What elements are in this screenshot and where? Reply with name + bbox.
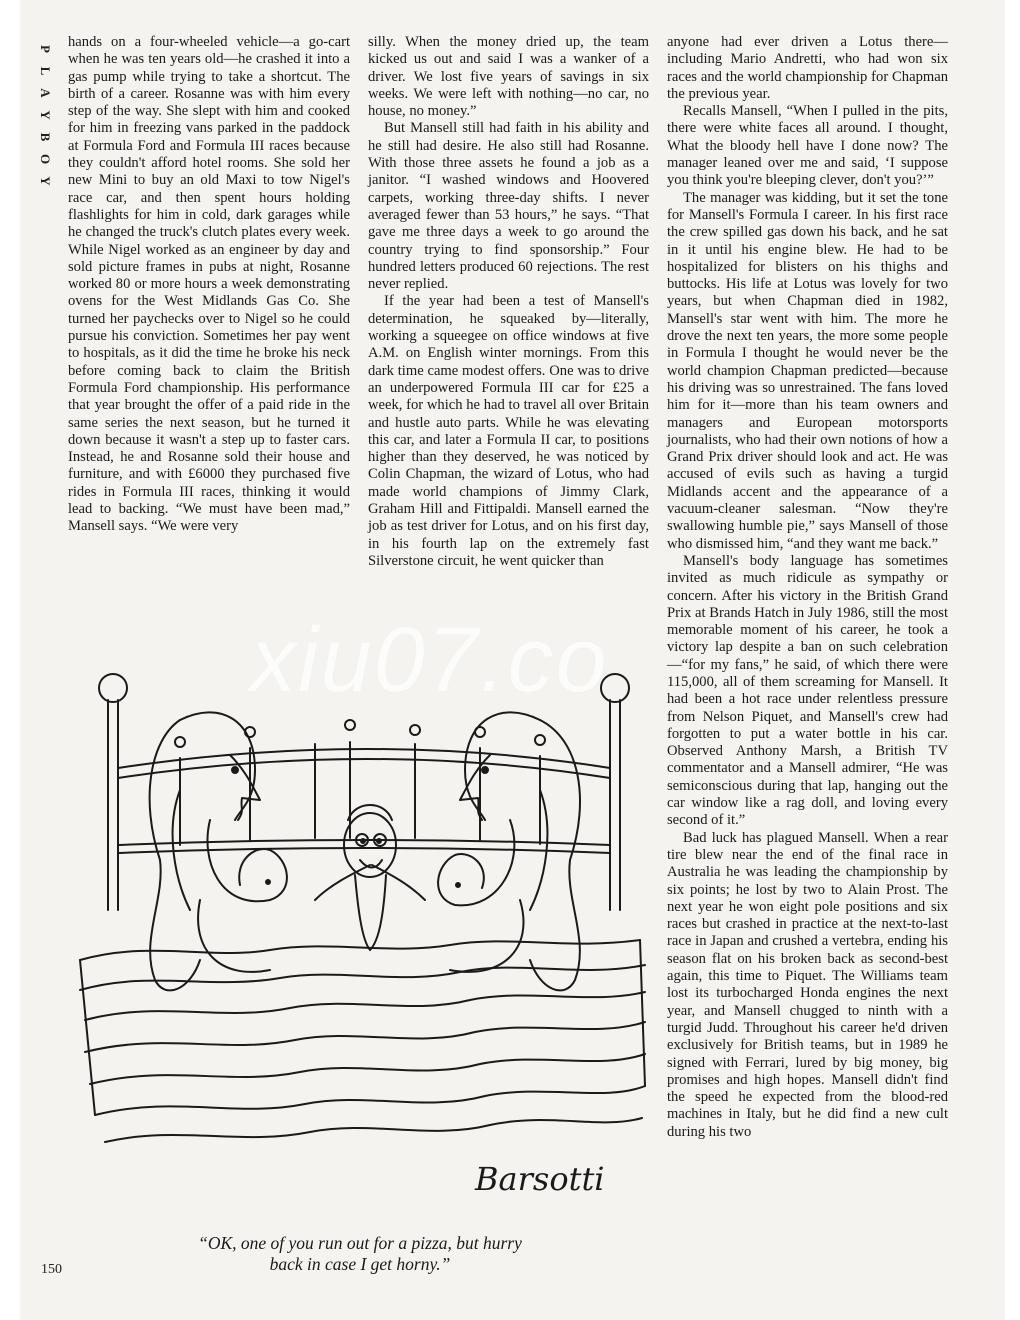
caption-line-2: back in case I get horny.”	[269, 1254, 451, 1274]
cartoon-caption	[140, 1233, 580, 1275]
article-paragraph: silly. When the money dried up, the team kicked us out and said I was a wanker of a driver. We lost five years of savings in six weeks. We were left with nothing—no car, no house, no money.”	[368, 34, 649, 120]
article-paragraph: The manager was kidding, but it set the tone for Mansell's Formula I career. In his first race the crew spilled gas down his back, and he sat in it until his engine blew. He had to be hospitalized for blisters on his thighs and buttocks. His life at Lotus was lovely for two years, but when Chapman died in 1982, Mansell's star went with him. The more he drove the next ten years, the more some people in Formula I thought he would never be the world champion Chapman predicted—because his driving was so unrestrained. The fans loved him for it—more than his team owners and managers and European motorsports journalists, who had their own notions of how a Grand Prix driver should look and act. He was accused of evils such as having a turgid Midlands accent and the appearance of a vacuum-cleaner salesman. “Now they're swallowing humble pie,” says Mansell of those who dismissed him, “and they want me back.”	[667, 189, 948, 552]
magazine-side-label	[38, 38, 52, 192]
article-column-1	[68, 34, 350, 536]
man-figure	[315, 805, 425, 950]
cartoon-signature: Barsotti	[475, 1160, 605, 1198]
side-label-letter: P	[38, 45, 53, 53]
bed-blanket	[80, 940, 645, 1142]
article-column-2	[368, 34, 649, 570]
article-paragraph: Mansell's body language has sometimes invited as much ridicule as sympathy or concern. After his victory in the British Grand Prix at Brands Hatch in July 1986, still the most memorable moment of his career, he took a victory lap despite a ban on such celebration—“for my fans,” he said, of which there were 115,000, all of them screaming for Mansell. It had been a hot race under relentless pressure from Nelson Piquet, and Mansell's crew had forgotten to put a water bottle in his car. Observed Anthony Marsh, a British TV commentator and a Mansell admirer, “He was semiconscious during that lap, hanging out the car window like a rag doll, and loving every second of it.”	[667, 552, 948, 829]
side-label-letter: Y	[38, 176, 53, 186]
side-label-letter: L	[38, 66, 53, 76]
article-paragraph: But Mansell still had faith in his ability and he still had desire. He also still had Rosanne. With those three assets he found a job as a janitor. “I washed windows and Hoovered carpets, working three-day shifts. I never averaged fewer than 53 hours,” he says. “That gave me three days a week to go around the country trying to find sponsorship.” Four hundred letters produced 60 rejections. The rest never replied.	[368, 120, 649, 293]
watermark-text: xiu07.co	[250, 609, 609, 711]
article-paragraph: Bad luck has plagued Mansell. When a rear tire blew near the end of the final race in Australia he was leading the championship by six points; he lost by two to Alain Prost. The next year he won eight pole positions and six races but crashed in practice at the next-to-last race in Japan and crushed a vertebra, ending his season flat on his broken back as second-best again, this time to Piquet. The Williams team lost its turbocharged Honda engines the next year, and Mansell chugged to ninth with a turgid Judd. Throughout his career he'd driven exclusively for British teams, but in 1989 he signed with Ferrari, lured by big money, big promises and high hopes. Mansell didn't find the speed he expected from the blood-red machines in Italy, but he did find a new cult during his two	[667, 829, 948, 1140]
page-number: 150	[41, 1262, 62, 1277]
side-label-letter: A	[38, 88, 53, 98]
article-paragraph: anyone had ever driven a Lotus there—including Mario Andretti, who had won six races and the world championship for Chapman the previous year.	[667, 34, 948, 102]
side-label-letter: O	[38, 153, 53, 165]
cartoon-illustration	[70, 660, 655, 1220]
caption-line-1: “OK, one of you run out for a pizza, but hurry	[198, 1233, 522, 1253]
article-paragraph: hands on a four-wheeled vehicle—a go-cart when he was ten years old—he crashed it into a gas pump while trying to take a shortcut. The birth of a career. Rosanne was with him every step of the way. She slept with him and cooked for him in freezing vans parked in the paddock at Formula Ford and Formula III races because they couldn't afford hotel rooms. She sold her new Mini to buy an old Maxi to tow Nigel's race car, and then spent hours holding flashlights for him in cold, dark garages while he changed the truck's clutch plates every week. While Nigel worked as an engineer by day and sold picture frames in pubs at night, Rosanne worked 80 or more hours a week demonstrating ovens for the West Midlands Gas Co. She turned her paychecks over to Nigel so he could pursue his conviction. Sometimes her pay went to hospitals, as it did the time he broke his neck before coming back to claim the British Formula Ford championship. His performance that year brought the offer of a paid ride in the same series the next season, but he turned it down because it wasn't a step up to faster cars. Instead, he and Rosanne sold their house and furniture, and with £6000 they purchased five rides in Formula III races, thinking it would lead to backing. “We must have been mad,” Mansell says. “We were very	[68, 34, 350, 535]
side-label-letter: Y	[38, 110, 53, 120]
side-label-letter: B	[38, 132, 53, 142]
article-paragraph: Recalls Mansell, “When I pulled in the pits, there were white faces all around. I thought, What the bloody hell have I done now? The manager leaned over me and said, ‘I suppose you think you're bleeping clever, don't you?’”	[667, 103, 948, 189]
article-paragraph: If the year had been a test of Mansell's determination, he squeaked by—literally, working a squeegee on office windows at five A.M. on English winter mornings. From this dark time came modest offers. One was to drive an underpowered Formula III car for £25 a week, for which he had to travel all over Britain and hustle auto parts. While he was elevating this car, and later a Formula II car, to positions higher than they deserved, he was noticed by Colin Chapman, the wizard of Lotus, who had made world champions of Jimmy Clark, Graham Hill and Fittipaldi. Mansell earned the job as test driver for Lotus, and on his first day, in his fourth lap on the extremely fast Silverstone circuit, he went quicker than	[368, 293, 649, 569]
article-column-3	[667, 34, 948, 1141]
